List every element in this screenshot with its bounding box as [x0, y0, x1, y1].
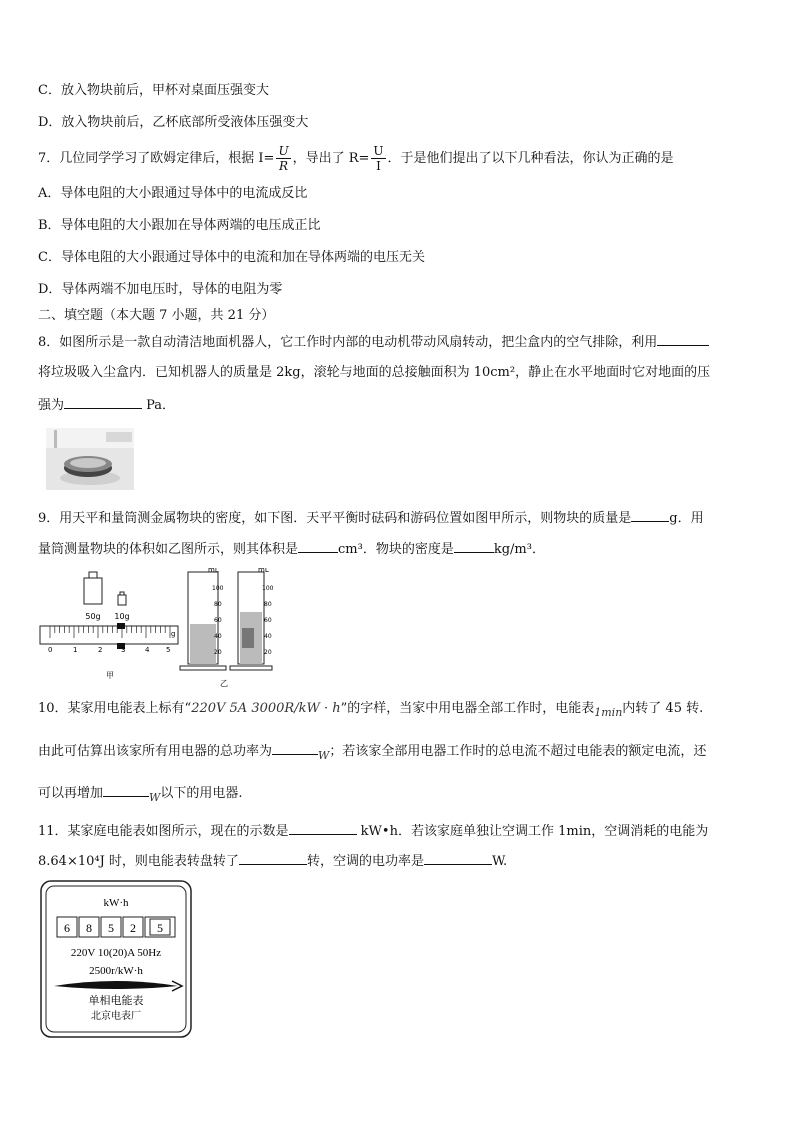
svg-text:5: 5 — [157, 921, 163, 935]
energy-meter-figure — [40, 880, 192, 1038]
answer-blank — [657, 333, 709, 346]
answer-blank — [103, 784, 149, 797]
figure-label-yi: 乙 — [220, 679, 228, 688]
weight-50g-label: 50g — [85, 612, 101, 621]
option-c-prev: C．放入物块前后，甲杯对桌面压强变大 — [38, 83, 269, 98]
q7-stem-a: 7．几位同学学习了欧姆定律后，根据 I= — [38, 151, 275, 166]
svg-text:100: 100 — [262, 585, 274, 592]
svg-text:80: 80 — [264, 601, 272, 608]
cylinder-left — [180, 568, 226, 670]
section-heading: 二、填空题（本大题 7 小题，共 21 分） — [38, 308, 275, 323]
answer-blank — [424, 852, 492, 865]
svg-text:2: 2 — [130, 921, 136, 935]
q8-line1: 8．如图所示是一款自动清洁地面机器人，它工作时内部的电动机带动风扇转动，把尘盒内的空气排除，利用 — [38, 333, 709, 352]
svg-text:20: 20 — [264, 649, 272, 656]
svg-text:8: 8 — [86, 921, 92, 935]
svg-text:20: 20 — [214, 649, 222, 656]
svg-text:2: 2 — [98, 646, 103, 654]
q9-line1: 9．用天平和量筒测金属物块的密度，如下图．天平平衡时砝码和游码位置如图甲所示，则物块的质量是 g．用 — [38, 511, 704, 526]
meter-name: 单相电能表 — [88, 994, 144, 1007]
q10-line1: 10．某家用电能表上标有“220V 5A 3000R/kW · h”的字样，当家中用电器全部工作时，电能表$_{1min}$内转了 45 转. — [38, 701, 704, 719]
weight-10g — [114, 592, 129, 621]
svg-text:60: 60 — [264, 617, 272, 624]
answer-blank — [454, 540, 494, 553]
q7-stem-c: ．于是他们提出了以下几种看法，你认为正确的是 — [387, 151, 674, 166]
q7-option-d: D．导体两端不加电压时，导体的电阻为零 — [38, 282, 283, 297]
option-d-prev: D．放入物块前后，乙杯底部所受液体压强变大 — [38, 115, 309, 130]
meter-unit: kW·h — [103, 897, 129, 909]
svg-text:80: 80 — [214, 601, 222, 608]
svg-text:5: 5 — [166, 646, 171, 654]
answer-blank — [289, 822, 357, 835]
svg-text:4: 4 — [145, 646, 150, 654]
q7-option-a: A．导体电阻的大小跟通过导体中的电流成反比 — [38, 186, 308, 201]
meter-spec-formula: 220V 5A 3000R/kW · h — [191, 701, 341, 716]
weight-50g — [84, 572, 102, 621]
svg-text:6: 6 — [64, 921, 70, 935]
q11-line1: 11．某家庭电能表如图所示，现在的示数是 kW•h．若该家庭单独让空调工作 1min，空调消耗的电能为 — [38, 824, 709, 839]
formula-fraction-ur: $\frac{U}{R}$ — [278, 144, 289, 173]
svg-text:40: 40 — [214, 633, 222, 640]
svg-text:100: 100 — [212, 585, 224, 592]
q11-line2: 8.64×10⁴J 时，则电能表转盘转了 转，空调的电功率是 W. — [38, 854, 508, 869]
cylinder-right — [230, 568, 274, 670]
answer-blank — [64, 396, 142, 409]
svg-text:5: 5 — [108, 921, 114, 935]
svg-text:60: 60 — [214, 617, 222, 624]
meter-maker: 北京电表厂 — [91, 1011, 141, 1022]
answer-blank — [631, 509, 669, 522]
weight-10g-label: 10g — [114, 612, 130, 621]
answer-blank — [239, 852, 307, 865]
figure-label-jia: 甲 — [106, 671, 114, 680]
svg-text:g: g — [171, 630, 176, 638]
formula-fraction-ui: $\frac{U}{I}$ — [373, 144, 384, 173]
svg-text:1: 1 — [73, 646, 78, 654]
meter-spec: 220V 10(20)A 50Hz — [70, 947, 162, 959]
q7-stem-b: ，导出了 R= — [292, 151, 370, 166]
svg-text:mL: mL — [258, 568, 269, 574]
svg-text:mL: mL — [208, 568, 219, 574]
q7-option-c: C．导体电阻的大小跟通过导体中的电流和加在导体两端的电压无关 — [38, 250, 425, 265]
balance-beam-scale — [40, 623, 178, 654]
q10-line3: 可以再增加 $_W$以下的用电器. — [38, 786, 243, 804]
q9-line2: 量筒测量物块的体积如乙图所示，则其体积是 cm³．物块的密度是 kg/m³． — [38, 542, 545, 557]
q7-stem — [38, 142, 674, 176]
meter-digit-display — [57, 917, 175, 937]
robot-vacuum-image — [46, 428, 134, 490]
meter-rev-constant: 2500r/kW·h — [89, 965, 143, 977]
rider-marker — [117, 623, 125, 629]
q8-line3: 强为 Pa． — [38, 398, 176, 413]
graduated-cylinders-figure — [178, 568, 288, 688]
q10-line2: 由此可估算出该家所有用电器的总功率为 $_W$；若该家全部用电器工作时的总电流不超过电能表的额定电流，还 — [38, 744, 707, 762]
q7-option-b: B．导体电阻的大小跟加在导体两端的电压成正比 — [38, 218, 321, 233]
answer-blank — [298, 540, 338, 553]
svg-text:40: 40 — [264, 633, 272, 640]
svg-text:3: 3 — [121, 646, 126, 654]
svg-text:0: 0 — [48, 646, 53, 654]
answer-blank — [272, 742, 318, 755]
q8-line2: 将垃圾吸入尘盒内．已知机器人的质量是 2kg，滚轮与地面的总接触面积为 10cm²，静止在水平地面时它对地面的压 — [38, 365, 711, 380]
